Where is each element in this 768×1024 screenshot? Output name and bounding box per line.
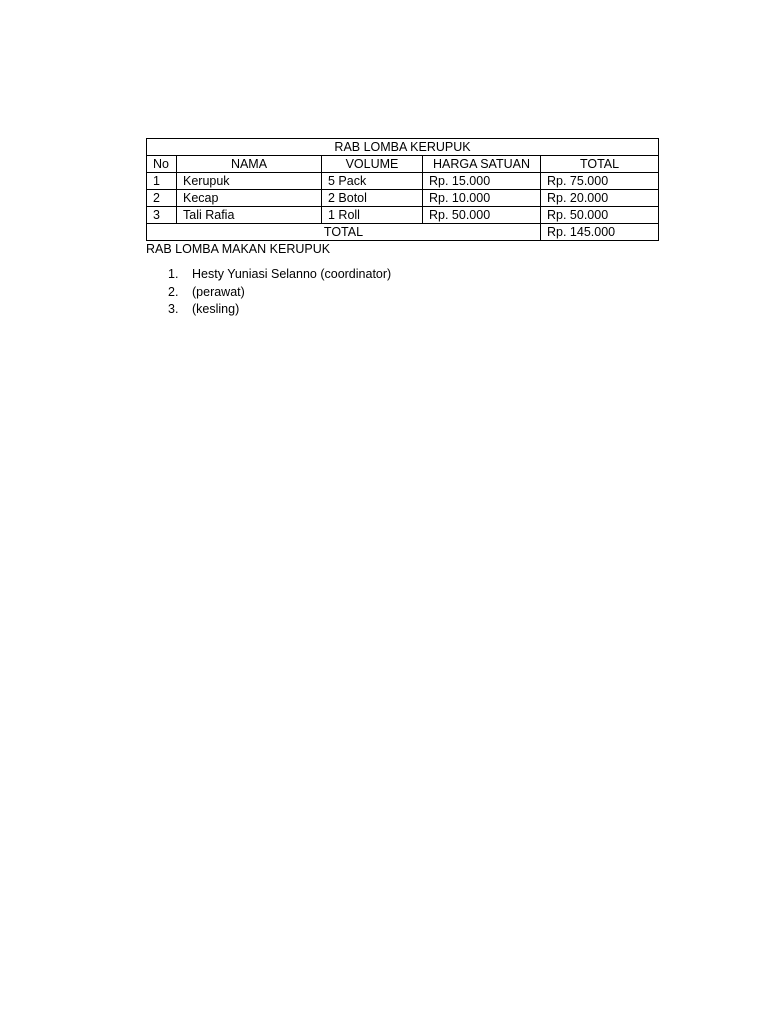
header-no: No bbox=[147, 156, 177, 173]
cell-no: 1 bbox=[147, 173, 177, 190]
cell-nama: Tali Rafia bbox=[177, 207, 322, 224]
cell-volume: 5 Pack bbox=[322, 173, 423, 190]
cell-nama: Kecap bbox=[177, 190, 322, 207]
header-nama: NAMA bbox=[177, 156, 322, 173]
header-harga-satuan: HARGA SATUAN bbox=[423, 156, 541, 173]
list-item bbox=[168, 284, 391, 302]
header-total: TOTAL bbox=[541, 156, 659, 173]
table-row bbox=[147, 190, 659, 207]
list-text: Hesty Yuniasi Selanno (coordinator) bbox=[192, 267, 392, 281]
table-title: RAB LOMBA KERUPUK bbox=[147, 139, 659, 156]
table-title-row bbox=[147, 139, 659, 156]
header-volume: VOLUME bbox=[322, 156, 423, 173]
list-number: 3. bbox=[168, 302, 179, 316]
table-row bbox=[147, 173, 659, 190]
cell-harga: Rp. 10.000 bbox=[423, 190, 541, 207]
footer-total-label: TOTAL bbox=[147, 224, 541, 241]
cell-harga: Rp. 15.000 bbox=[423, 173, 541, 190]
cell-volume: 2 Botol bbox=[322, 190, 423, 207]
list-number: 2. bbox=[168, 284, 179, 299]
cell-total: Rp. 50.000 bbox=[541, 207, 659, 224]
cell-nama: Kerupuk bbox=[177, 173, 322, 190]
list-item bbox=[168, 301, 391, 319]
cell-harga: Rp. 50.000 bbox=[423, 207, 541, 224]
list-item bbox=[168, 266, 391, 284]
cell-no: 3 bbox=[147, 207, 177, 224]
section-subtitle: RAB LOMBA MAKAN KERUPUK bbox=[146, 242, 331, 256]
member-list bbox=[168, 266, 391, 319]
footer-total-value: Rp. 145.000 bbox=[541, 224, 659, 241]
cell-no: 2 bbox=[147, 190, 177, 207]
table-footer-row bbox=[147, 224, 659, 241]
cell-total: Rp. 20.000 bbox=[541, 190, 659, 207]
budget-table bbox=[146, 138, 659, 241]
table-header-row bbox=[147, 156, 659, 173]
table-row bbox=[147, 207, 659, 224]
cell-volume: 1 Roll bbox=[322, 207, 423, 224]
list-text: (perawat) bbox=[192, 284, 245, 299]
list-number: 1. bbox=[168, 267, 179, 281]
list-text: (kesling) bbox=[192, 302, 240, 316]
cell-total: Rp. 75.000 bbox=[541, 173, 659, 190]
